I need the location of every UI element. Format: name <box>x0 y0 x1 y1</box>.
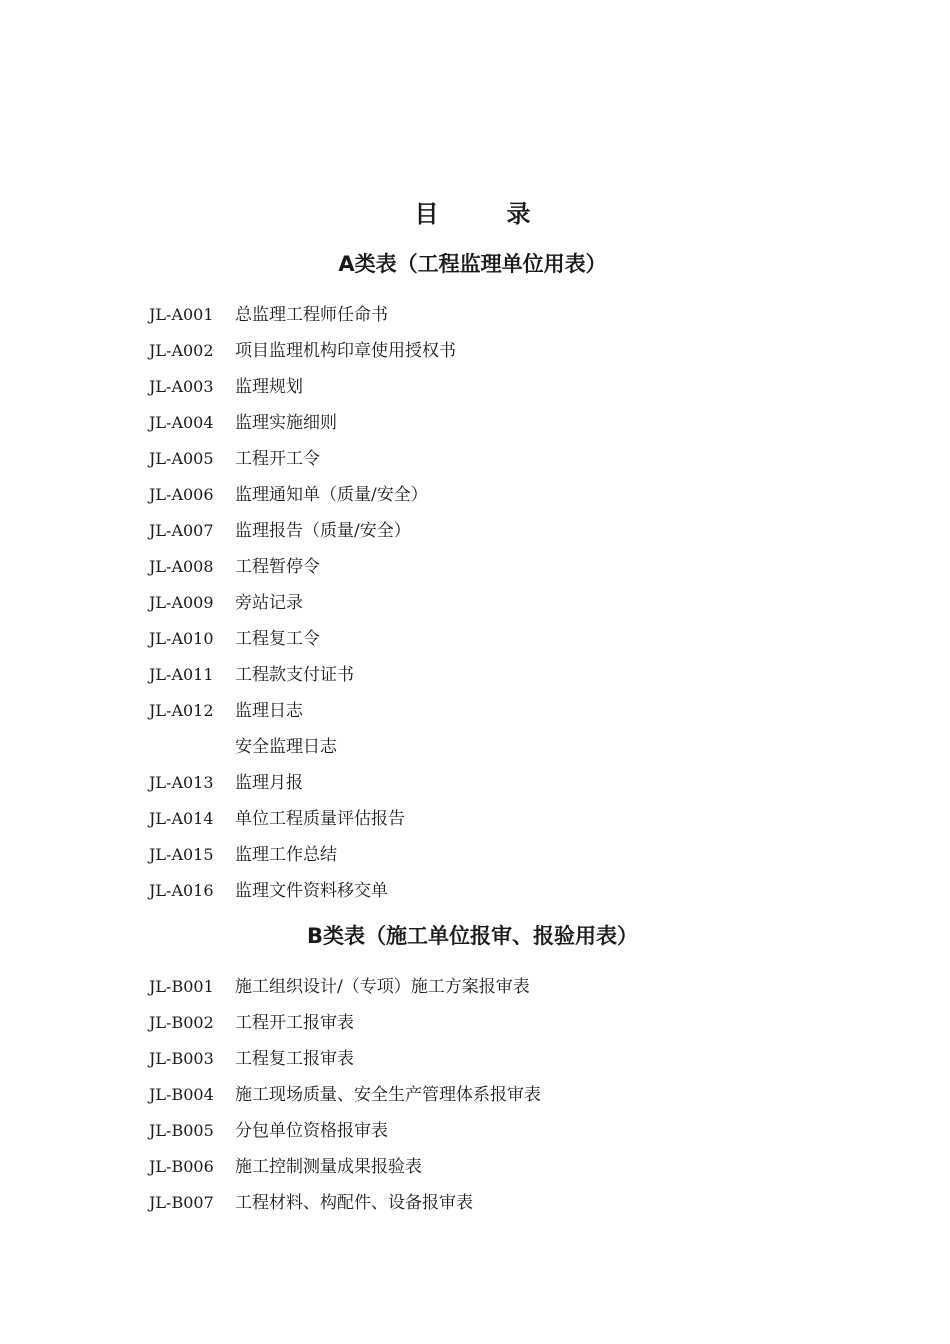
toc-entry <box>149 657 909 693</box>
toc-entry-code: JL-B002 <box>149 1013 214 1032</box>
toc-entry-code: JL-B005 <box>149 1121 214 1140</box>
toc-entry-code: JL-A016 <box>149 881 214 900</box>
toc-entry-label: 工程复工报审表 <box>235 1049 354 1069</box>
section-heading-b: B类表（施工单位报审、报验用表） <box>306 924 638 948</box>
toc-entry <box>149 1185 909 1221</box>
toc-entry-label: 监理通知单（质量/安全） <box>235 485 428 505</box>
page-title: 目 录 <box>414 200 553 228</box>
toc-entry-code: JL-A004 <box>149 413 214 432</box>
toc-entry <box>149 405 909 441</box>
toc-entry <box>149 441 909 477</box>
toc-entry <box>149 297 909 333</box>
toc-entry-label: 总监理工程师任命书 <box>235 305 388 325</box>
toc-entry-code: JL-A006 <box>149 485 214 504</box>
toc-list-a <box>149 297 909 909</box>
toc-entry <box>149 1149 909 1185</box>
toc-entry-code: JL-A011 <box>149 665 214 684</box>
toc-entry-label: 工程暂停令 <box>235 557 320 577</box>
toc-entry <box>149 477 909 513</box>
toc-entry-label: 监理日志 <box>235 701 303 721</box>
toc-entry <box>149 729 909 765</box>
toc-entry-label: 监理实施细则 <box>235 413 337 433</box>
toc-entry-label: 工程开工报审表 <box>235 1013 354 1033</box>
toc-entry-code: JL-B003 <box>149 1049 214 1068</box>
toc-entry <box>149 585 909 621</box>
toc-entry-code: JL-A005 <box>149 449 214 468</box>
toc-entry-code: JL-A009 <box>149 593 214 612</box>
toc-entry-code: JL-A013 <box>149 773 214 792</box>
toc-entry-label: 监理文件资料移交单 <box>235 881 388 901</box>
toc-entry <box>149 837 909 873</box>
toc-entry-code: JL-B006 <box>149 1157 214 1176</box>
toc-entry-label: 监理报告（质量/安全） <box>235 521 411 541</box>
toc-entry-label: 工程复工令 <box>235 629 320 649</box>
toc-entry-label: 工程款支付证书 <box>235 665 354 685</box>
toc-entry <box>149 1077 909 1113</box>
toc-entry <box>149 693 909 729</box>
toc-entry <box>149 333 909 369</box>
toc-entry-label: 监理规划 <box>235 377 303 397</box>
toc-entry-code: JL-A015 <box>149 845 214 864</box>
toc-entry-label: 监理工作总结 <box>235 845 337 865</box>
toc-entry-code: JL-A007 <box>149 521 214 540</box>
toc-entry <box>149 1041 909 1077</box>
toc-entry <box>149 369 909 405</box>
toc-entry-label: 旁站记录 <box>235 593 303 613</box>
toc-entry-code: JL-B004 <box>149 1085 214 1104</box>
toc-entry-code: JL-A012 <box>149 701 214 720</box>
toc-entry <box>149 621 909 657</box>
toc-entry-label: 监理月报 <box>235 773 303 793</box>
toc-entry-label: 工程材料、构配件、设备报审表 <box>235 1193 473 1213</box>
toc-entry-code: JL-B007 <box>149 1193 214 1212</box>
toc-entry-code: JL-A014 <box>149 809 214 828</box>
section-heading-a: A类表（工程监理单位用表） <box>338 252 607 276</box>
toc-entry <box>149 765 909 801</box>
toc-entry-code: JL-A008 <box>149 557 214 576</box>
toc-entry-label: 工程开工令 <box>235 449 320 469</box>
toc-entry <box>149 513 909 549</box>
toc-entry <box>149 801 909 837</box>
toc-entry-code: JL-A001 <box>149 305 214 324</box>
toc-entry <box>149 549 909 585</box>
toc-entry-label: 施工控制测量成果报验表 <box>235 1157 422 1177</box>
toc-entry-label: 单位工程质量评估报告 <box>235 809 405 829</box>
toc-entry-label: 施工组织设计/（专项）施工方案报审表 <box>235 977 530 997</box>
toc-entry-code: JL-B001 <box>149 977 214 996</box>
toc-entry-code: JL-A010 <box>149 629 214 648</box>
toc-entry <box>149 969 909 1005</box>
toc-entry-code: JL-A003 <box>149 377 214 396</box>
toc-entry-label: 分包单位资格报审表 <box>235 1121 388 1141</box>
toc-entry <box>149 1113 909 1149</box>
toc-entry-label: 安全监理日志 <box>235 737 337 757</box>
toc-entry-code: JL-A002 <box>149 341 214 360</box>
toc-entry <box>149 873 909 909</box>
toc-entry-label: 项目监理机构印章使用授权书 <box>235 341 456 361</box>
toc-entry-label: 施工现场质量、安全生产管理体系报审表 <box>235 1085 541 1105</box>
toc-list-b <box>149 969 909 1221</box>
toc-entry <box>149 1005 909 1041</box>
